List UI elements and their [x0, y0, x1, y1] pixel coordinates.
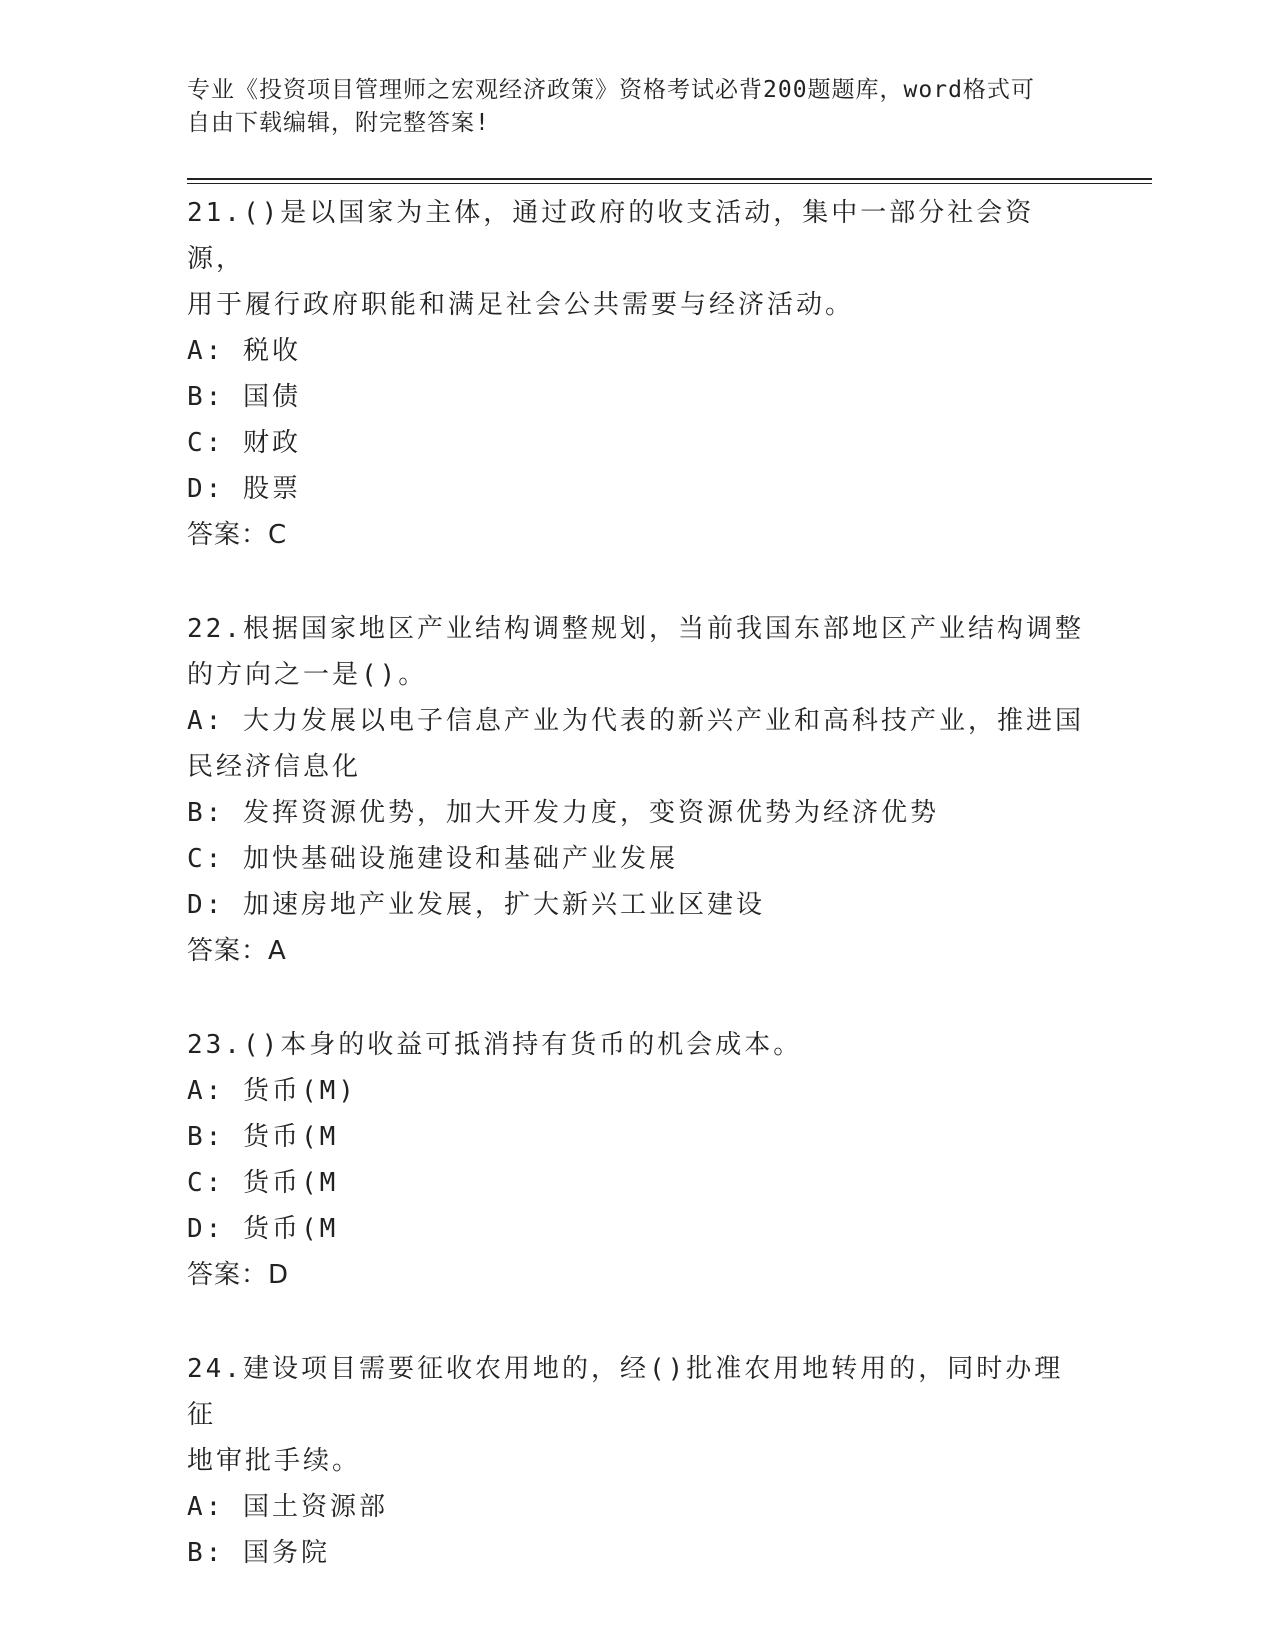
answer-option-line: A: 国土资源部	[187, 1492, 388, 1522]
question-block	[187, 190, 1087, 558]
document-header	[187, 74, 1087, 140]
header-line-2: 自由下载编辑，附完整答案!	[187, 110, 490, 136]
answer-option-line: A: 货币(M)	[187, 1076, 357, 1106]
answer-option-line: B: 国债	[187, 382, 301, 412]
answer-option-line: A: 大力发展以电子信息产业为代表的新兴产业和高科技产业，推进国	[187, 706, 1084, 736]
question-stem-line: 用于履行政府职能和满足社会公共需要与经济活动。	[187, 290, 855, 320]
answer-key: 答案：C	[187, 520, 288, 550]
answer-key: 答案：D	[187, 1260, 290, 1290]
question-stem-line: 21.()是以国家为主体，通过政府的收支活动，集中一部分社会资源，	[187, 198, 1035, 274]
question-block	[187, 1346, 1087, 1576]
answer-option-line: C: 加快基础设施建设和基础产业发展	[187, 844, 678, 874]
question-list	[187, 190, 1087, 1624]
answer-option-line: C: 货币(M	[187, 1168, 339, 1198]
header-divider-thick	[187, 178, 1152, 180]
answer-option-line: D: 加速房地产业发展，扩大新兴工业区建设	[187, 890, 765, 920]
answer-option-line: B: 国务院	[187, 1538, 330, 1568]
question-stem-line: 地审批手续。	[187, 1446, 362, 1476]
question-stem-line: 的方向之一是()。	[187, 660, 428, 690]
question-stem-line: 24.建设项目需要征收农用地的，经()批准农用地转用的，同时办理征	[187, 1354, 1064, 1430]
answer-option-line: B: 货币(M	[187, 1122, 339, 1152]
question-stem-line: 23.()本身的收益可抵消持有货币的机会成本。	[187, 1030, 803, 1060]
answer-option-line: D: 货币(M	[187, 1214, 339, 1244]
answer-option-line: D: 股票	[187, 474, 301, 504]
header-divider-thin	[187, 183, 1152, 184]
answer-option-line: B: 发挥资源优势，加大开发力度，变资源优势为经济优势	[187, 798, 939, 828]
question-block	[187, 1022, 1087, 1298]
question-stem-line: 22.根据国家地区产业结构调整规划，当前我国东部地区产业结构调整	[187, 614, 1084, 644]
question-block	[187, 606, 1087, 974]
header-line-1: 专业《投资项目管理师之宏观经济政策》资格考试必背200题题库，word格式可	[187, 77, 1035, 103]
answer-key: 答案：A	[187, 936, 287, 966]
answer-option-line: 民经济信息化	[187, 752, 362, 782]
answer-option-line: A: 税收	[187, 336, 301, 366]
answer-option-line: C: 财政	[187, 428, 301, 458]
